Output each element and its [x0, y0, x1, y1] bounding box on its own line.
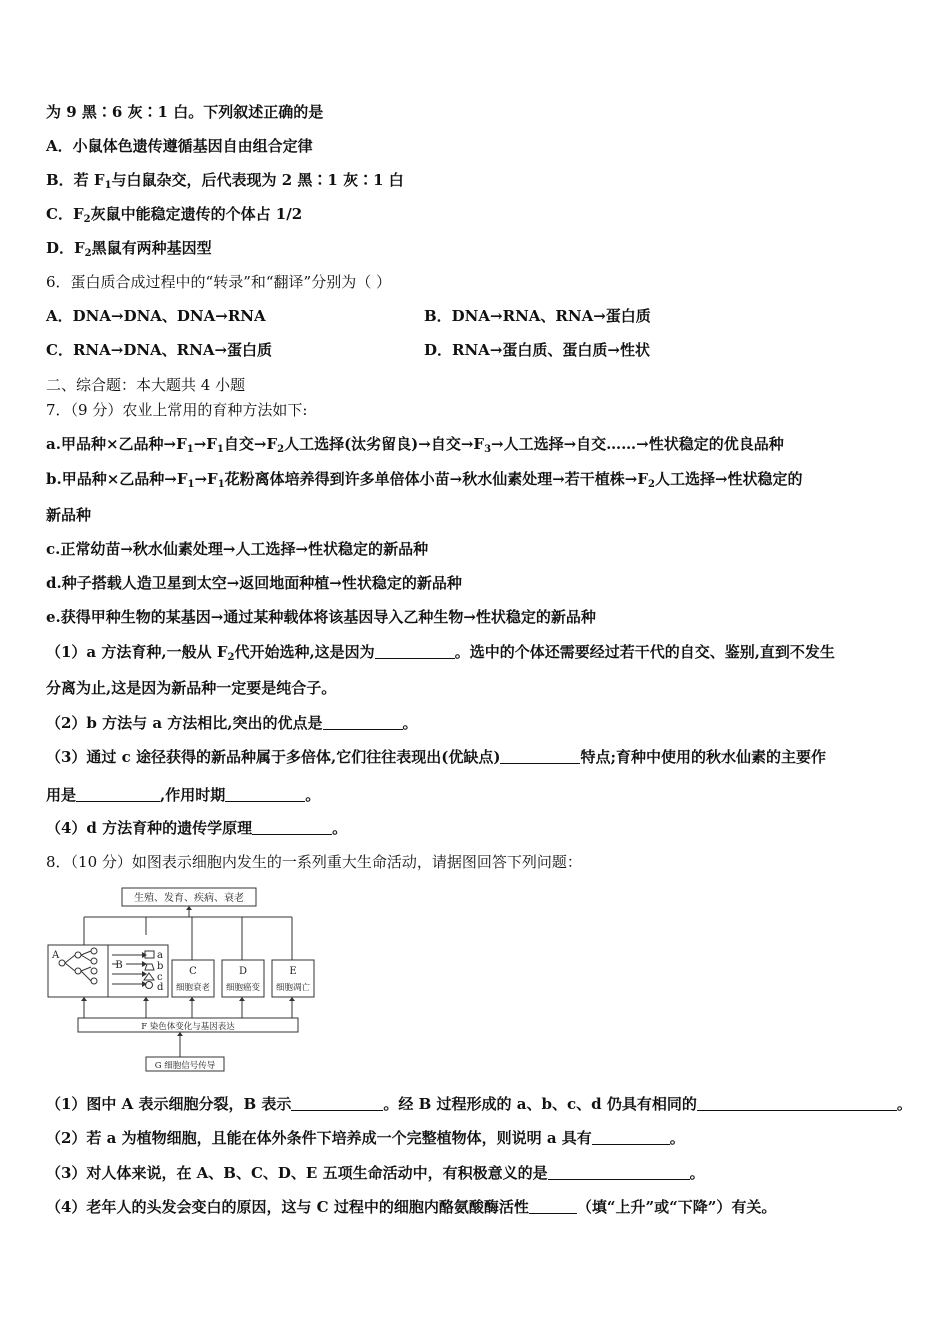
- cell-a-label: a: [157, 950, 163, 961]
- box-c-letter: C: [189, 966, 197, 977]
- q5-option-c[interactable]: C．$F_2$灰鼠中能稳定遗传的个体占 1/2: [46, 205, 303, 225]
- box-e-text: 细胞凋亡: [275, 983, 311, 993]
- q8-sub1: （1）图中 A 表示细胞分裂，B 表示 。经 B 过程形成的 a、b、c、d 仍具有相同的 。: [46, 1095, 912, 1113]
- q7-sub2: （2）b 方法与 a 方法相比,突出的优点是 。: [46, 714, 418, 732]
- q7-method-d: d.种子搭载人造卫星到太空→返回地面种植→性状稳定的新品种: [46, 574, 462, 592]
- f-box-label: F 染色体变化与基因表达: [141, 1022, 235, 1032]
- g-box-label: G 细胞信号传导: [154, 1061, 216, 1071]
- q7-method-b: b.甲品种×乙品种$\to F_1\to F_1$花粉离体培养得到许多单倍体小苗→秋水仙素处理→若干植株$\to F_2$人工选择→性状稳定的: [46, 470, 803, 490]
- cell-d-label: d: [157, 982, 164, 993]
- q7-sub4: （4）d 方法育种的遗传学原理 。: [46, 819, 348, 837]
- q7-sub1: （1）a 方法育种,一般从 $F_2$代开始选种,这是因为 。选中的个体还需要经过若干代的自交、鉴别,直到不发生: [46, 643, 835, 663]
- q8-stem: 8．（10 分）如图表示细胞内发生的一系列重大生命活动，请据图回答下列问题：: [46, 853, 582, 871]
- q5-option-a[interactable]: A．小鼠体色遗传遵循基因自由组合定律: [46, 137, 313, 155]
- q7-sub1-cont: 分离为止,这是因为新品种一定要是纯合子。: [46, 679, 337, 697]
- q5-stem-tail: 为 9 黑∶6 灰∶1 白。下列叙述正确的是: [46, 103, 324, 121]
- q8-sub1-answer-blank-2[interactable]: [697, 1096, 897, 1111]
- q8-sub3: （3）对人体来说，在 A、B、C、D、E 五项生命活动中，有积极意义的是 。: [46, 1164, 705, 1182]
- label-a: A: [52, 950, 60, 961]
- q7-sub3-answer-blank-2[interactable]: [76, 787, 160, 802]
- label-b: B: [115, 960, 123, 971]
- q7-sub3: （3）通过 c 途径获得的新品种属于多倍体,它们往往表现出(优缺点) 特点;育种中使用的秋水仙素的主要作: [46, 748, 826, 766]
- section-heading: 二、综合题：本大题共 4 小题: [46, 376, 246, 394]
- q6-option-a[interactable]: A．DNA→DNA、DNA→RNA: [46, 307, 266, 325]
- q7-sub3-answer-blank-1[interactable]: [500, 749, 580, 764]
- q8-sub2: （2）若 a 为植物细胞，且能在体外条件下培养成一个完整植物体，则说明 a 具有 。: [46, 1129, 685, 1147]
- q6-stem: 6．蛋白质合成过程中的“转录”和“翻译”分别为（ ）: [46, 273, 391, 291]
- top-box-label: 生殖、发育、疾病、衰老: [134, 893, 244, 904]
- q6-options-row1: [46, 306, 651, 326]
- q8-sub4-answer-blank[interactable]: [529, 1199, 577, 1214]
- q7-method-e: e.获得甲种生物的某基因→通过某种载体将该基因导入乙种生物→性状稳定的新品种: [46, 608, 596, 626]
- q5-option-d[interactable]: D．$F_2$黑鼠有两种基因型: [46, 239, 212, 259]
- box-e-letter: E: [289, 966, 297, 977]
- box-d-text: 细胞癌变: [225, 983, 261, 993]
- q7-sub3-answer-blank-3[interactable]: [225, 787, 305, 802]
- box-c-text: 细胞衰老: [175, 983, 211, 993]
- q8-sub4: （4）老年人的头发会变白的原因，这与 C 过程中的细胞内酪氨酸酶活性 （填“上升”或“下降”）有关。: [46, 1198, 777, 1216]
- q7-sub2-answer-blank[interactable]: [323, 715, 403, 730]
- q7-sub4-answer-blank[interactable]: [252, 820, 332, 835]
- q7-stem: 7．（9 分）农业上常用的育种方法如下:: [46, 401, 308, 419]
- q7-sub1-answer-blank[interactable]: [375, 644, 455, 659]
- q7-method-b-cont: 新品种: [46, 506, 92, 524]
- q7-method-c: c.正常幼苗→秋水仙素处理→人工选择→性状稳定的新品种: [46, 540, 429, 558]
- q8-sub1-answer-blank-1[interactable]: [291, 1096, 383, 1111]
- cell-c-label: c: [157, 972, 163, 983]
- q8-sub3-answer-blank[interactable]: [548, 1165, 690, 1180]
- q7-sub3-cont: 用是 ,作用时期 。: [46, 786, 321, 804]
- cell-b-label: b: [157, 961, 164, 972]
- q6-option-c[interactable]: C．RNA→DNA、RNA→蛋白质: [46, 341, 273, 359]
- q5-option-b[interactable]: B．若 $F_1$与白鼠杂交，后代表现为 2 黑∶1 灰∶1 白: [46, 171, 404, 191]
- q6-option-b[interactable]: B．DNA→RNA、RNA→蛋白质: [424, 307, 651, 325]
- box-d-letter: D: [238, 966, 248, 977]
- q8-sub2-answer-blank[interactable]: [592, 1130, 670, 1145]
- q6-option-d[interactable]: D．RNA→蛋白质、蛋白质→性状: [424, 341, 650, 359]
- q7-method-a: a.甲品种×乙品种$\to F_1\to F_1$自交$\to F_2$人工选择(汰劣留良)→自交$\to F_3\to$人工选择→自交……→性状稳定的优良品种: [46, 435, 784, 455]
- q6-options-row2: [46, 340, 650, 360]
- cell-life-activities-diagram: [46, 885, 311, 1075]
